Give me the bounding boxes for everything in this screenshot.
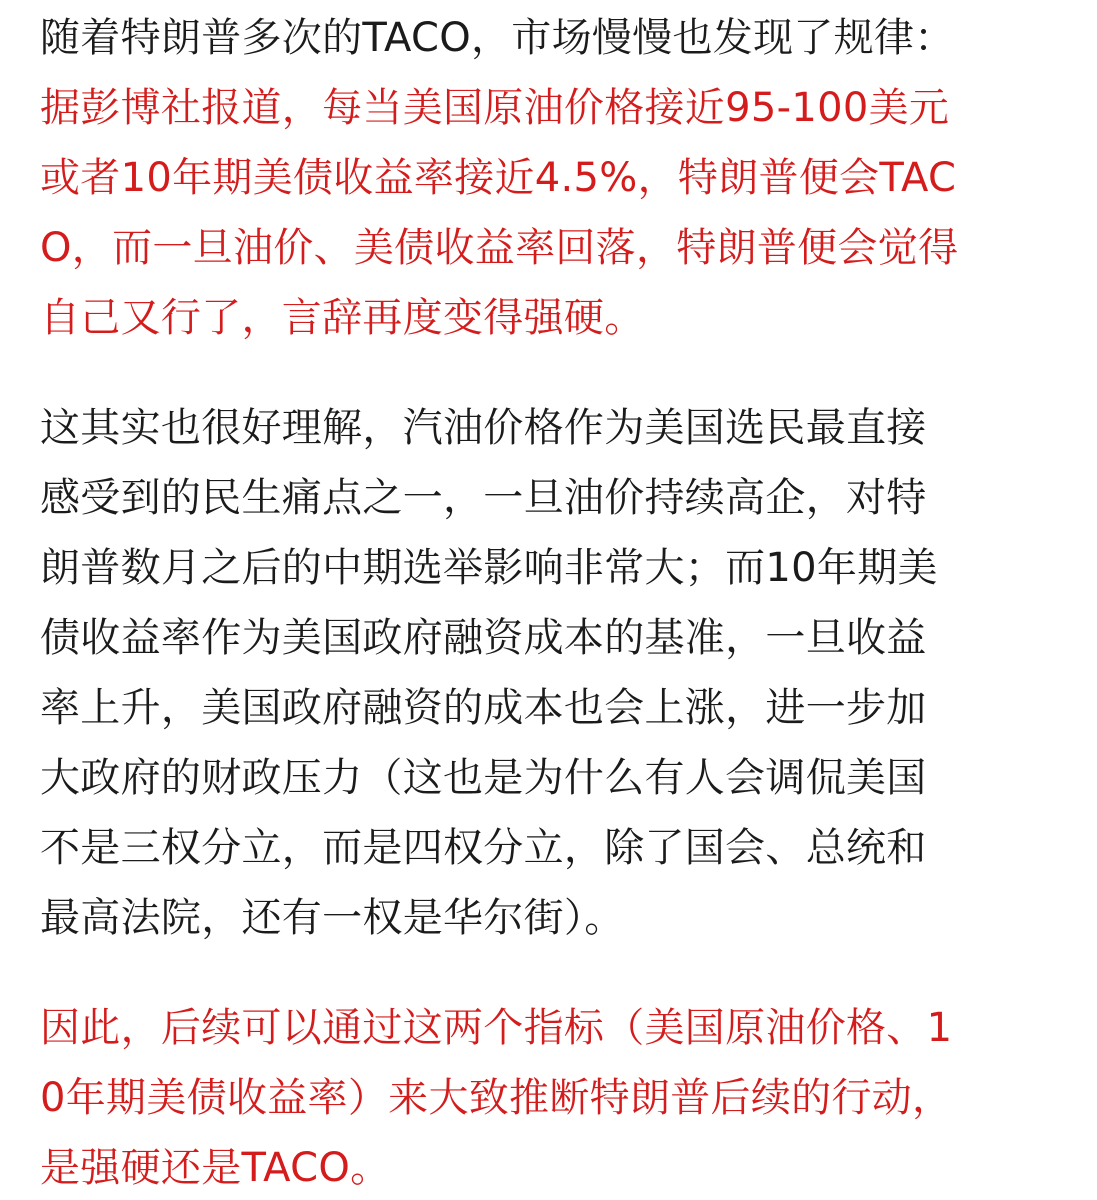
paragraph-2-line-1: 这其实也很好理解，汽油价格作为美国选民最直接 (40, 405, 927, 451)
paragraph-2-line-2: 感受到的民生痛点之一，一旦油价持续高企，对特 (40, 475, 927, 521)
paragraph-3-line-3: 是强硬还是TACO。 (40, 1145, 391, 1191)
paragraph-2-line-6: 大政府的财政压力（这也是为什么有人会调侃美国 (40, 755, 927, 801)
paragraph-2-line-5: 率上升，美国政府融资的成本也会上涨，进一步加 (40, 685, 927, 731)
paragraph-3-line-2: 0年期美债收益率）来大致推断特朗普后续的行动， (40, 1075, 953, 1121)
paragraph-1-line-4: O，而一旦油价、美债收益率回落，特朗普便会觉得 (40, 225, 959, 271)
paragraph-2-line-4: 债收益率作为美国政府融资成本的基准，一旦收益 (40, 615, 927, 661)
paragraph-2-line-3: 朗普数月之后的中期选举影响非常大；而10年期美 (40, 545, 938, 591)
paragraph-1-line-2: 据彭博社报道，每当美国原油价格接近95-100美元 (40, 85, 950, 131)
paragraph-1-line-3: 或者10年期美债收益率接近4.5%，特朗普便会TAC (40, 155, 957, 201)
paragraph-3-line-1: 因此，后续可以通过这两个指标（美国原油价格、1 (40, 1005, 953, 1051)
paragraph-2-line-7: 不是三权分立，而是四权分立，除了国会、总统和 (40, 825, 927, 871)
paragraph-1-line-5: 自己又行了，言辞再度变得强硬。 (40, 295, 645, 341)
paragraph-1-line-1: 随着特朗普多次的TACO，市场慢慢也发现了规律： (40, 15, 955, 61)
paragraph-2-line-8: 最高法院，还有一权是华尔街）。 (40, 895, 625, 941)
